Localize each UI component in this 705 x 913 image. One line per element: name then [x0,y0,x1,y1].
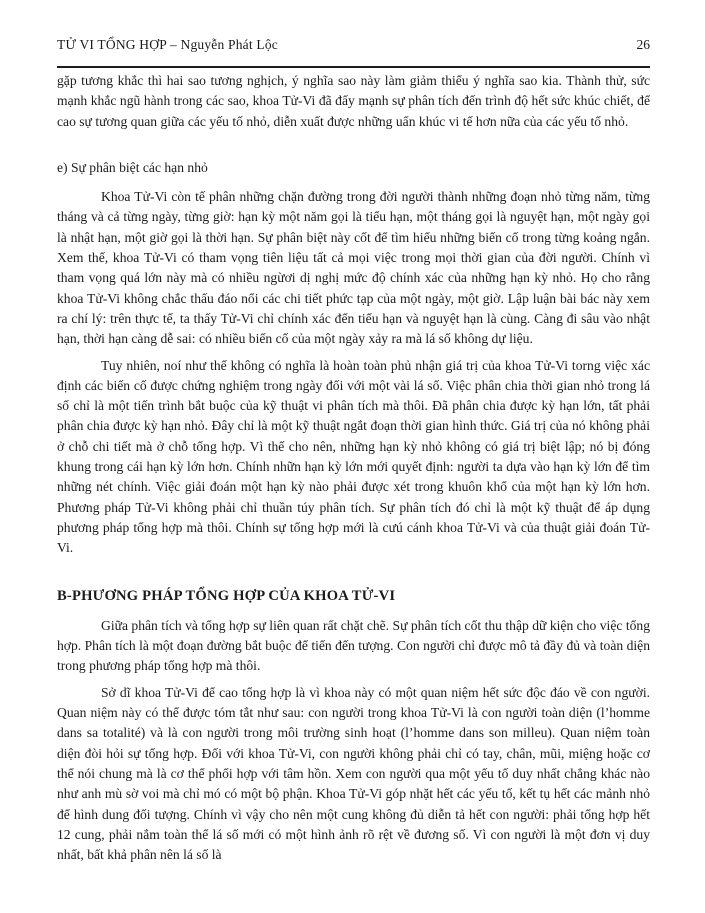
paragraph-section-e-2: Tuy nhiên, noí như thế không có nghĩa là hoàn toàn phủ nhận giá trị của khoa Tử-Vi torng việc xác định các biến cố được chứng nghiệm trong ngày đối với một vài lá số. Việc phân chia thời gian nhỏ trong lá số chỉ là một tiến trình bắt buộc của kỹ thuật vi phân tích mà thôi. Đã phân chia được kỳ hạn lớn, tất phải phân chia được kỳ hạn nhỏ. Đây chỉ là một kỹ thuật ngắt đoạn thời gian hình thức. Giá trị của nó không phải ở chỗ chi tiết mà ở chỗ tổng hợp. Vì thế cho nên, những hạn kỳ nhỏ không có giá trị biệt lập; nó bị đóng khung trong cái hạn kỳ lớn hơn. Chính nhữn hạn kỳ lớn mới quyết định: người ta dựa vào hạn kỳ lớn để tìm những nét chính. Việc giải đoán một hạn kỳ nào phải được xét trong khuôn khổ của một hạn kỳ lớn hơn. Phương pháp Tử-Vi không phải chỉ thuần túy phân tích. Sự phân tích đó chỉ là một kỹ thuật để áp dụng phương pháp tổng hợp mà thôi. Chính sự tổng hợp mới là cưú cánh khoa Tử-Vi và của thuật giải đoán Tử-Vi. [57,357,650,556]
header-rule [57,66,650,68]
running-title: TỬ VI TỔNG HỢP – Nguyễn Phát Lộc [57,37,278,52]
paragraph-section-b-1: Giữa phân tích và tổng hợp sự liên quan rất chặt chẽ. Sự phân tích cốt thu thập dữ kiện cho việc tổng hợp. Phân tích là một đoạn đường bắt buộc để tiến đến tượng. Con người chỉ được mô tả đầy đủ và toàn diện trong phương pháp tổng hợp mà thôi. [57,617,650,674]
section-heading-b: B-PHƯƠNG PHÁP TỔNG HỢP CỦA KHOA TỬ-VI [57,587,396,604]
section-heading-e: e) Sự phân biệt các hạn nhỏ [57,159,208,175]
paragraph-section-e-1: Khoa Tử-Vi còn tế phân những chặn đường trong đời người thành những đoạn nhỏ từng năm, từng tháng và cả từng ngày, từng giờ: hạn kỳ một năm gọi là tiểu hạn, một tháng gọi là nguyệt hạn, một ngày gọi là nhật hạn, một giờ gọi là thời hạn. Sự phân biệt này cốt để tìm hiểu những biến cố trong từng koảng ngắn. Xem thế, khoa Tử-Vi có tham vọng tiên liệu tất cả mọi việc trong mọi thời gian của đời người. Chính vì tham vọng quá lớn này mà có nhiều ngừơi dị nghị mức độ chính xác của những hạn kỳ nhỏ. Họ cho rằng khoa Tử-Vi không chắc thấu đáo nổi các chi tiết phức tạp của một ngày, một giờ. Lập luận bài bác này xem ra chí lý: trên thực tế, ta thấy Tử-Vi chỉ chính xác đến tiểu hạn và nguyệt hạn là cùng. Càng đi sâu vào nhật hạn, thời hạn càng dễ sai: có nhiều biến cố của một ngày xảy ra mà lá số không dự liệu. [57,189,650,347]
paragraph-intro-continuation: gặp tương khắc thì hai sao tương nghịch, ý nghĩa sao này làm giảm thiểu ý nghĩa sao kia. Thành thử, sức mạnh khắc ngũ hành trong các sao, khoa Tử-Vi đã đẩy mạnh sự phân tích đến trình độ hết sức khúc chiết, để cao sự tương quan giữa các yếu tố nhỏ, diễn xuất được những uẩn khúc vi tế hơn nữa của các yếu tố nhỏ. [57,73,650,129]
page-number: 26 [636,37,650,52]
page-body [57,71,650,865]
paragraph-section-b-2: Sở dĩ khoa Tử-Vi để cao tổng hợp là vì khoa này có một quan niệm hết sức độc đáo về con người. Quan niệm này có thể được tóm tắt như sau: con người trong khoa Tử-Vi là con người toàn diện (l’homme dans sa totalité) và là con người trong môi trường sinh hoạt (l’homme dans son milleu). Quan niệm toàn diện đòi hỏi sự tổng hợp. Đối với khoa Tử-Vi, con người không phải chỉ có tay, chân, mũi, miệng hoặc cơ thể nói chung mà là cơ thể phối hợp với tâm hồn. Xem con người qua một yếu tố duy nhất chẳng khác nào như anh mù sờ voi mà chỉ mó có một bộ phận. Khoa Tử-Vi góp nhặt hết các yếu tố, kết tụ hết các mảnh nhỏ để hình dung đối tượng. Chính vì vậy cho nên một cung không đủ diễn tả hết con người: phải tổng hợp hết 12 cung, phải nắm toàn thể lá số mới có một hình ảnh rõ rệt về đương số. Vì con người là một đơn vị duy nhất, bất khả phân nên lá số là [57,684,650,863]
page-header [57,36,650,53]
